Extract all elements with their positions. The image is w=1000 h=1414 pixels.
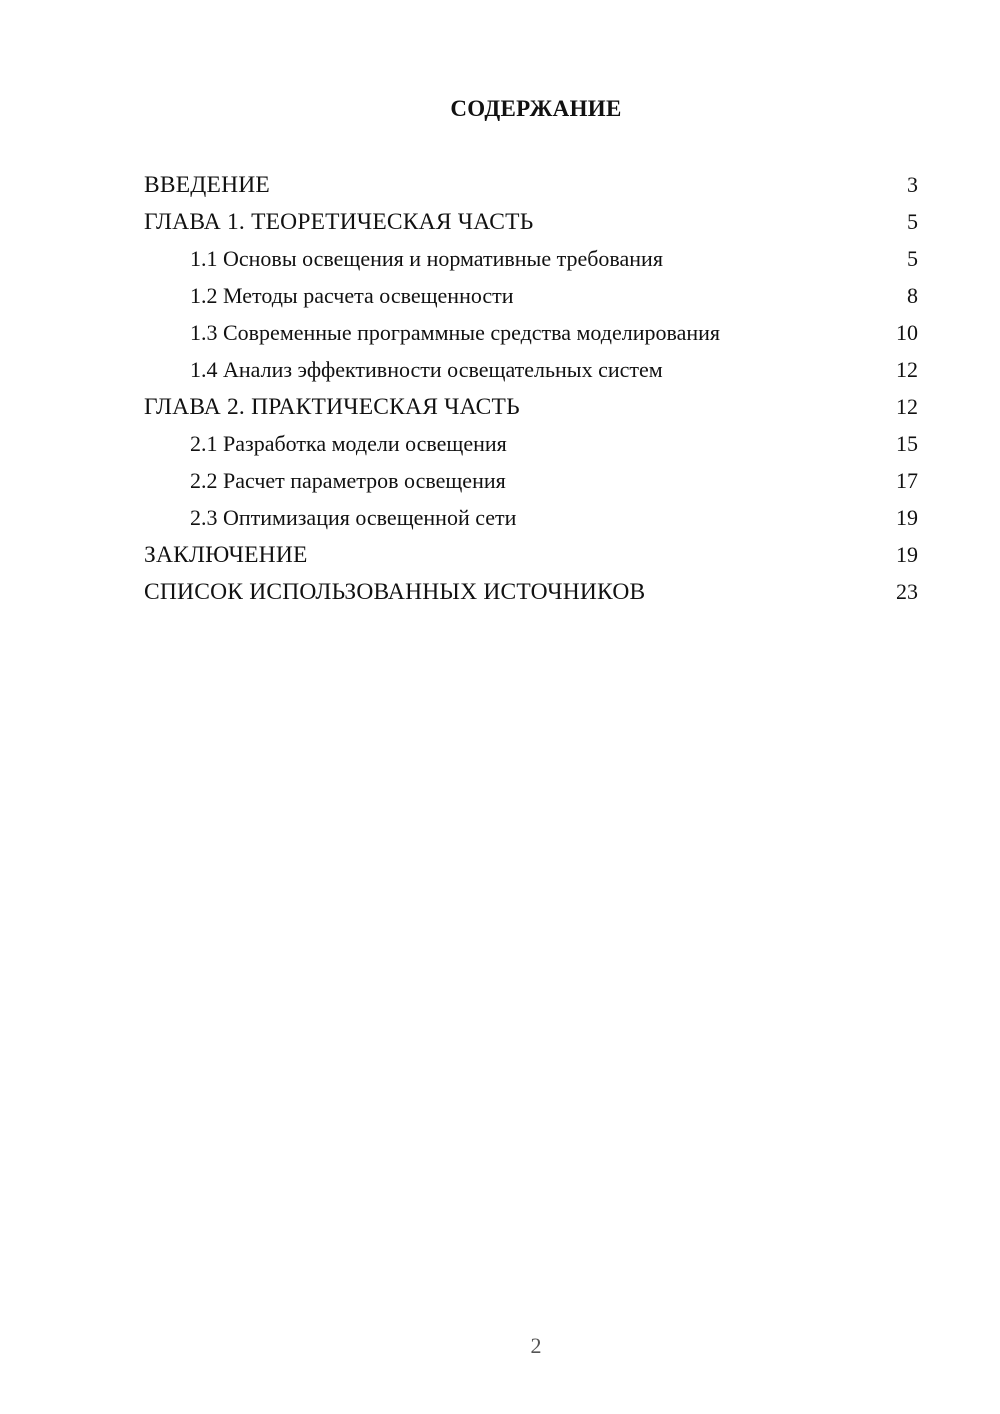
toc-entry-page: 12 xyxy=(896,394,918,419)
toc-entry-title: ВВЕДЕНИЕ xyxy=(144,172,270,198)
toc-entry-title: 1.1 Основы освещения и нормативные требования xyxy=(190,246,663,271)
toc-entry-page: 5 xyxy=(907,209,918,234)
toc-entry-title: 2.3 Оптимизация освещенной сети xyxy=(190,505,517,530)
toc-entry-page: 12 xyxy=(896,357,918,382)
toc-entry-section-1-1[interactable] xyxy=(144,244,918,281)
toc-entry-title: ГЛАВА 2. ПРАКТИЧЕСКАЯ ЧАСТЬ xyxy=(144,394,520,420)
toc-entry-page: 19 xyxy=(896,505,918,530)
toc-entry-section-1-4[interactable] xyxy=(144,355,918,392)
toc-entry-section-2-1[interactable] xyxy=(144,429,918,466)
toc-entry-page: 10 xyxy=(896,320,918,345)
toc-entry-section-1-2[interactable] xyxy=(144,281,918,318)
page-number: 2 xyxy=(530,1333,542,1358)
toc-entry-title: 2.1 Разработка модели освещения xyxy=(190,431,507,456)
toc-entry-page: 8 xyxy=(907,283,918,308)
toc-entry-section-2-3[interactable] xyxy=(144,503,918,540)
toc-entry-title: ГЛАВА 1. ТЕОРЕТИЧЕСКАЯ ЧАСТЬ xyxy=(144,209,534,235)
toc-entry-page: 3 xyxy=(907,172,918,197)
toc-entry-introduction[interactable] xyxy=(144,170,918,207)
toc-entry-title: СПИСОК ИСПОЛЬЗОВАННЫХ ИСТОЧНИКОВ xyxy=(144,579,646,605)
toc-entry-page: 5 xyxy=(907,246,918,271)
table-of-contents xyxy=(144,170,918,614)
toc-entry-title: 1.4 Анализ эффективности освещательных систем xyxy=(190,357,663,382)
toc-entry-page: 19 xyxy=(896,542,918,567)
toc-entry-chapter-2[interactable] xyxy=(144,392,918,429)
toc-entry-section-2-2[interactable] xyxy=(144,466,918,503)
toc-entry-conclusion[interactable] xyxy=(144,540,918,577)
toc-entry-title: 2.2 Расчет параметров освещения xyxy=(190,468,506,493)
toc-entry-page: 17 xyxy=(896,468,918,493)
toc-entry-title: 1.3 Современные программные средства моделирования xyxy=(190,320,721,345)
page-title: СОДЕРЖАНИЕ xyxy=(450,96,622,121)
toc-entry-section-1-3[interactable] xyxy=(144,318,918,355)
toc-entry-page: 23 xyxy=(896,579,918,604)
toc-entry-title: ЗАКЛЮЧЕНИЕ xyxy=(144,542,308,568)
toc-entry-references[interactable] xyxy=(144,577,918,614)
toc-entry-page: 15 xyxy=(896,431,918,456)
toc-entry-chapter-1[interactable] xyxy=(144,207,918,244)
toc-entry-title: 1.2 Методы расчета освещенности xyxy=(190,283,514,308)
